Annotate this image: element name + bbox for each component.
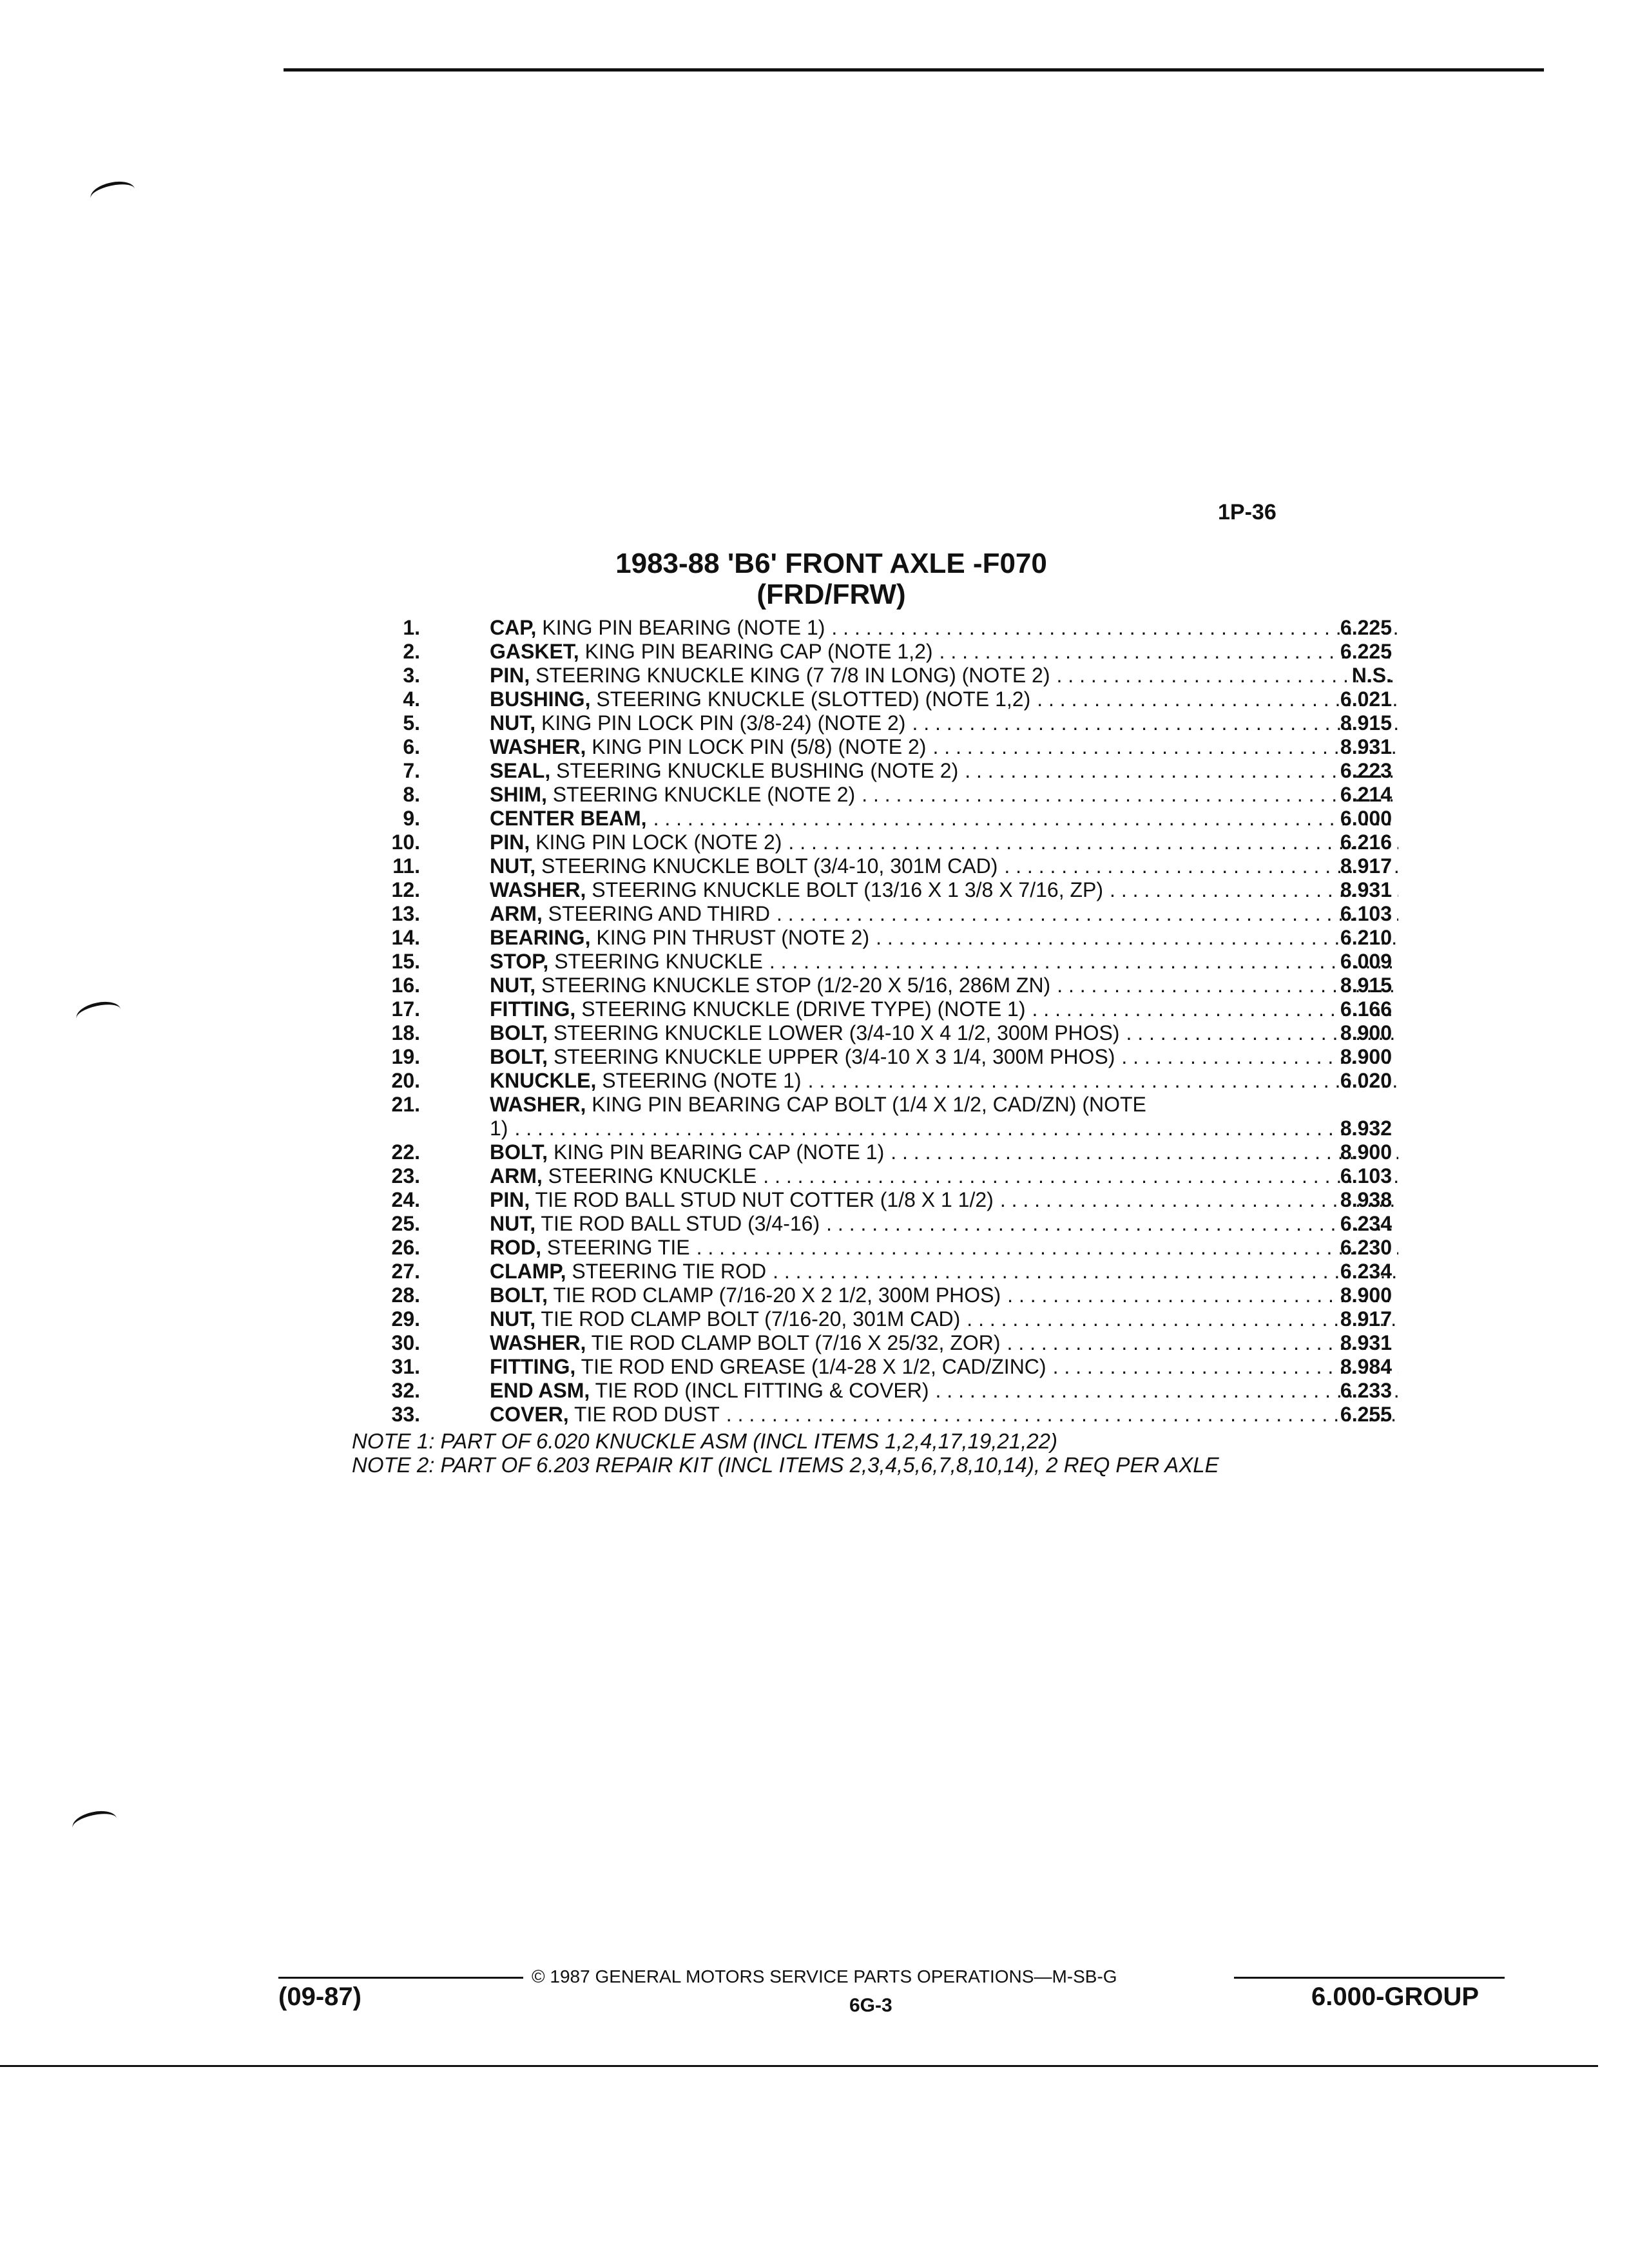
part-description <box>490 807 1398 831</box>
part-text <box>490 1140 884 1164</box>
part-detail: TIE ROD CLAMP BOLT (7/16-20, 301M CAD) <box>541 1307 961 1331</box>
part-number: 31. <box>391 1355 420 1378</box>
part-description <box>490 1307 1398 1331</box>
leader-dots <box>647 807 1398 831</box>
part-detail: TIE ROD BALL STUD (3/4-16) <box>541 1212 820 1235</box>
part-detail: TIE ROD (INCL FITTING & COVER) <box>595 1379 929 1402</box>
part-detail: STEERING (NOTE 1) <box>602 1069 802 1092</box>
part-text <box>490 783 855 807</box>
part-name: NUT, <box>490 854 536 878</box>
part-row <box>361 640 1392 664</box>
part-detail: STEERING KNUCKLE STOP (1/2-20 X 5/16, 286M ZN) <box>541 974 1051 997</box>
part-text <box>490 926 869 950</box>
part-code: 6.103 <box>1340 902 1392 925</box>
part-number: 18. <box>391 1021 420 1044</box>
part-number: 11. <box>392 854 420 878</box>
part-description <box>490 1260 1398 1283</box>
part-name: ROD, <box>490 1236 541 1259</box>
part-name: NUT, <box>490 1307 536 1331</box>
part-text <box>490 807 647 831</box>
part-row <box>361 687 1392 711</box>
part-name: NUT, <box>490 974 536 997</box>
part-description <box>490 1021 1398 1045</box>
part-row <box>361 1045 1392 1069</box>
footer-group: 6.000-GROUP <box>1311 1983 1480 2011</box>
part-row <box>361 711 1392 735</box>
part-code: 8.984 <box>1340 1355 1392 1378</box>
part-row <box>361 997 1392 1021</box>
part-number: 6. <box>403 735 420 758</box>
part-text <box>490 1021 1119 1045</box>
part-name: CAP, <box>490 616 537 639</box>
part-description <box>490 854 1398 878</box>
part-name: PIN, <box>490 1188 530 1211</box>
part-name: CLAMP, <box>490 1260 566 1283</box>
part-text <box>490 1236 690 1260</box>
part-text <box>490 640 933 664</box>
part-description <box>490 1188 1398 1212</box>
part-row <box>361 950 1392 974</box>
part-name: COVER, <box>490 1403 569 1426</box>
part-row <box>361 1260 1392 1283</box>
footer-rule-right <box>1234 1977 1505 1979</box>
part-detail: STEERING KNUCKLE LOWER (3/4-10 X 4 1/2, 300M PHOS) <box>553 1021 1120 1044</box>
part-description <box>490 735 1398 759</box>
part-code: 6.216 <box>1340 831 1392 854</box>
part-row <box>361 1403 1392 1427</box>
part-number: 17. <box>391 997 420 1021</box>
part-code: 6.009 <box>1340 950 1392 973</box>
part-code: 6.021 <box>1340 687 1392 711</box>
leader-dots <box>720 1403 1398 1427</box>
part-detail: TIE ROD DUST <box>574 1403 720 1426</box>
part-detail: STEERING KNUCKLE BOLT (13/16 X 1 3/8 X 7/16, ZP) <box>592 878 1104 901</box>
page-reference: 1P-36 <box>1218 500 1277 524</box>
part-description <box>490 1212 1398 1236</box>
part-detail: STEERING KNUCKLE <box>548 1164 757 1187</box>
part-code: 8.931 <box>1340 878 1392 901</box>
part-row <box>361 1355 1392 1379</box>
part-description <box>490 1117 1398 1140</box>
part-row <box>361 926 1392 950</box>
part-description <box>490 1069 1398 1093</box>
part-description <box>490 759 1398 783</box>
part-description <box>490 950 1398 974</box>
part-code: 8.900 <box>1340 1045 1392 1068</box>
part-description <box>490 974 1398 997</box>
part-description <box>490 878 1398 902</box>
part-detail: KING PIN LOCK (NOTE 2) <box>535 831 782 854</box>
part-text <box>490 878 1103 902</box>
part-description <box>490 640 1398 664</box>
part-detail: STEERING TIE ROD <box>572 1260 767 1283</box>
part-description <box>490 1140 1398 1164</box>
part-code: 8.931 <box>1340 1331 1392 1354</box>
part-name: BOLT, <box>490 1045 548 1068</box>
part-detail: KING PIN LOCK PIN (3/8-24) (NOTE 2) <box>541 711 906 735</box>
note-1: NOTE 1: PART OF 6.020 KNUCKLE ASM (INCL ITEMS 1,2,4,17,19,21,22) <box>352 1429 1057 1453</box>
part-number: 15. <box>391 950 420 973</box>
part-detail: STEERING AND THIRD <box>548 902 770 925</box>
part-text <box>490 735 926 759</box>
bottom-rule <box>0 2065 1598 2067</box>
part-row <box>361 1188 1392 1212</box>
part-row <box>361 1164 1392 1188</box>
part-number: 5. <box>403 711 420 735</box>
part-row <box>361 1140 1392 1164</box>
parts-list <box>361 616 1392 1427</box>
part-text <box>490 1260 766 1283</box>
part-detail: STEERING KNUCKLE (NOTE 2) <box>552 783 856 806</box>
part-code: 6.234 <box>1340 1260 1392 1283</box>
part-description <box>490 1403 1398 1427</box>
part-text <box>490 1403 720 1427</box>
part-number: 13. <box>391 902 420 925</box>
part-name: WASHER, <box>490 878 586 901</box>
part-name: SHIM, <box>490 783 547 806</box>
part-number: 8. <box>403 783 420 806</box>
part-text <box>490 664 1050 687</box>
part-detail: STEERING TIE <box>546 1236 690 1259</box>
part-name: WASHER, <box>490 1093 586 1116</box>
part-detail: TIE ROD END GREASE (1/4-28 X 1/2, CAD/ZINC) <box>581 1355 1046 1378</box>
part-number: 10. <box>391 831 420 854</box>
part-number: 12. <box>391 878 420 901</box>
part-detail: KING PIN BEARING CAP (NOTE 1,2) <box>584 640 933 663</box>
part-code: 6.210 <box>1340 926 1392 949</box>
part-name: KNUCKLE, <box>490 1069 597 1092</box>
part-name: BOLT, <box>490 1140 548 1164</box>
part-text <box>490 711 905 735</box>
page-subtitle: (FRD/FRW) <box>757 579 906 610</box>
part-text <box>490 1379 929 1403</box>
punch-mark-bottom <box>70 1807 119 1839</box>
part-name: NUT, <box>490 711 536 735</box>
part-code: 8.900 <box>1340 1021 1392 1044</box>
part-number: 33. <box>391 1403 420 1426</box>
part-name: STOP, <box>490 950 549 973</box>
part-number: 26. <box>391 1236 420 1259</box>
part-text <box>490 687 1030 711</box>
part-description <box>490 1283 1398 1307</box>
part-number: 19. <box>391 1045 420 1068</box>
part-code: 6.166 <box>1340 997 1392 1021</box>
part-text <box>490 831 782 854</box>
part-row <box>361 1236 1392 1260</box>
part-text <box>490 1331 1001 1355</box>
part-number: 16. <box>391 974 420 997</box>
part-description <box>490 1093 1398 1117</box>
part-detail: STEERING KNUCKLE KING (7 7/8 IN LONG) (NOTE 2) <box>535 664 1050 687</box>
part-description <box>490 831 1398 854</box>
part-name: PIN, <box>490 831 530 854</box>
part-name: FITTING, <box>490 997 576 1021</box>
part-number: 14. <box>391 926 420 949</box>
part-text <box>490 997 1026 1021</box>
part-number: 24. <box>391 1188 420 1211</box>
part-row <box>361 831 1392 854</box>
part-code: 8.938 <box>1340 1188 1392 1211</box>
part-row <box>361 1069 1392 1093</box>
part-detail: TIE ROD CLAMP (7/16-20 X 2 1/2, 300M PHOS) <box>553 1283 1001 1307</box>
part-row <box>361 735 1392 759</box>
part-code: 8.900 <box>1340 1140 1392 1164</box>
part-name: BOLT, <box>490 1021 548 1044</box>
part-description <box>490 616 1398 640</box>
part-number: 23. <box>391 1164 420 1187</box>
part-name: BEARING, <box>490 926 591 949</box>
part-number: 22. <box>391 1140 420 1164</box>
part-row <box>361 807 1392 831</box>
part-row <box>361 1212 1392 1236</box>
part-detail-continued: 1) <box>490 1117 508 1140</box>
part-number: 30. <box>391 1331 420 1354</box>
part-detail: TIE ROD BALL STUD NUT COTTER (1/8 X 1 1/2) <box>535 1188 994 1211</box>
part-text <box>490 1045 1115 1069</box>
part-row <box>361 974 1392 997</box>
leader-dots <box>690 1236 1398 1260</box>
part-text <box>490 1283 1001 1307</box>
part-name: SEAL, <box>490 759 551 782</box>
part-row <box>361 902 1392 926</box>
part-row <box>361 1093 1392 1117</box>
part-number: 9. <box>403 807 420 830</box>
part-description <box>490 926 1398 950</box>
part-code: 6.225 <box>1340 616 1392 639</box>
part-text <box>490 902 770 926</box>
part-row <box>361 878 1392 902</box>
part-number: 29. <box>391 1307 420 1331</box>
part-detail: KING PIN BEARING CAP (NOTE 1) <box>553 1140 885 1164</box>
part-code: 6.255 <box>1340 1403 1392 1426</box>
part-detail: KING PIN LOCK PIN (5/8) (NOTE 2) <box>592 735 927 758</box>
part-code: 8.917 <box>1340 854 1392 878</box>
punch-mark-top <box>88 178 137 209</box>
part-row <box>361 783 1392 807</box>
part-description <box>490 711 1398 735</box>
part-detail: STEERING KNUCKLE UPPER (3/4-10 X 3 1/4, 300M PHOS) <box>553 1045 1115 1068</box>
part-row <box>361 854 1392 878</box>
part-number: 1. <box>403 616 420 639</box>
part-row <box>361 1283 1392 1307</box>
part-code: 6.233 <box>1340 1379 1392 1402</box>
part-code: 6.020 <box>1340 1069 1392 1092</box>
part-detail: STEERING KNUCKLE BUSHING (NOTE 2) <box>556 759 959 782</box>
part-row <box>361 1379 1392 1403</box>
part-description <box>490 902 1398 926</box>
part-row-continuation <box>361 1117 1392 1140</box>
part-code: 6.223 <box>1340 759 1392 782</box>
part-number: 2. <box>403 640 420 663</box>
part-number: 28. <box>391 1283 420 1307</box>
part-row <box>361 1331 1392 1355</box>
part-name: ARM, <box>490 1164 543 1187</box>
part-code: 8.915 <box>1340 711 1392 735</box>
part-description <box>490 664 1398 687</box>
part-detail: KING PIN THRUST (NOTE 2) <box>596 926 870 949</box>
part-number: 32. <box>391 1379 420 1402</box>
part-row <box>361 1307 1392 1331</box>
part-text <box>490 1069 802 1093</box>
part-detail: KING PIN BEARING CAP BOLT (1/4 X 1/2, CAD/ZN) (NOTE <box>592 1093 1146 1116</box>
part-code: N.S. <box>1351 664 1392 687</box>
part-name: WASHER, <box>490 735 586 758</box>
part-description <box>490 1355 1398 1379</box>
part-row <box>361 1021 1392 1045</box>
footer-copyright: © 1987 GENERAL MOTORS SERVICE PARTS OPERATIONS—M-SB-G <box>532 1966 1117 1986</box>
part-description <box>490 687 1398 711</box>
part-code: 8.931 <box>1340 735 1392 758</box>
part-code: 8.917 <box>1340 1307 1392 1331</box>
part-number: 21. <box>391 1093 420 1116</box>
part-text <box>490 854 998 878</box>
part-row <box>361 664 1392 687</box>
part-number: 25. <box>391 1212 420 1235</box>
part-text <box>490 974 1050 997</box>
footer-page-number: 6G-3 <box>849 1995 892 2016</box>
part-row <box>361 759 1392 783</box>
part-text <box>490 759 958 783</box>
part-name: GASKET, <box>490 640 579 663</box>
part-code: 6.000 <box>1340 807 1392 830</box>
part-description <box>490 1236 1398 1260</box>
note-2: NOTE 2: PART OF 6.203 REPAIR KIT (INCL ITEMS 2,3,4,5,6,7,8,10,14), 2 REQ PER AXLE <box>352 1453 1219 1477</box>
part-description <box>490 783 1398 807</box>
part-code: 8.932 <box>1340 1117 1392 1140</box>
part-detail: KING PIN BEARING (NOTE 1) <box>542 616 825 639</box>
part-text <box>490 1307 960 1331</box>
part-code: 6.234 <box>1340 1212 1392 1235</box>
part-description <box>490 1331 1398 1355</box>
part-detail: STEERING KNUCKLE (SLOTTED) (NOTE 1,2) <box>596 687 1031 711</box>
part-code: 8.915 <box>1340 974 1392 997</box>
part-code: 6.230 <box>1340 1236 1392 1259</box>
part-text <box>490 1164 757 1188</box>
leader-dots <box>508 1117 1398 1140</box>
page-title: 1983-88 'B6' FRONT AXLE -F070 <box>615 548 1047 579</box>
footer-date: (09-87) <box>278 1983 361 2011</box>
part-number: 3. <box>403 664 420 687</box>
top-rule <box>284 68 1544 72</box>
part-row <box>361 616 1392 640</box>
part-detail: STEERING KNUCKLE BOLT (3/4-10, 301M CAD) <box>541 854 998 878</box>
part-description <box>490 997 1398 1021</box>
footer-rule-left <box>278 1977 523 1979</box>
part-number: 7. <box>403 759 420 782</box>
part-code: 8.900 <box>1340 1283 1392 1307</box>
part-detail: STEERING KNUCKLE (DRIVE TYPE) (NOTE 1) <box>581 997 1026 1021</box>
part-text <box>490 1355 1046 1379</box>
part-code: 6.225 <box>1340 640 1392 663</box>
part-text <box>490 1212 820 1236</box>
part-number: 27. <box>391 1260 420 1283</box>
part-detail: STEERING KNUCKLE <box>554 950 763 973</box>
part-name: PIN, <box>490 664 530 687</box>
punch-mark-middle <box>74 998 123 1030</box>
part-text <box>490 950 763 974</box>
part-description <box>490 1379 1398 1403</box>
part-text <box>490 1093 1146 1117</box>
part-name: BUSHING, <box>490 687 591 711</box>
part-code: 6.214 <box>1340 783 1392 806</box>
part-detail: TIE ROD CLAMP BOLT (7/16 X 25/32, ZOR) <box>591 1331 1001 1354</box>
part-name: BOLT, <box>490 1283 548 1307</box>
part-text <box>490 1188 994 1212</box>
part-name: NUT, <box>490 1212 536 1235</box>
part-name: ARM, <box>490 902 543 925</box>
part-name: WASHER, <box>490 1331 586 1354</box>
part-name: CENTER BEAM, <box>490 807 647 830</box>
part-description <box>490 1045 1398 1069</box>
part-description <box>490 1164 1398 1188</box>
part-name: FITTING, <box>490 1355 576 1378</box>
part-text <box>490 616 825 640</box>
part-number: 20. <box>391 1069 420 1092</box>
part-code: 6.103 <box>1340 1164 1392 1187</box>
part-name: END ASM, <box>490 1379 590 1402</box>
part-number: 4. <box>403 687 420 711</box>
